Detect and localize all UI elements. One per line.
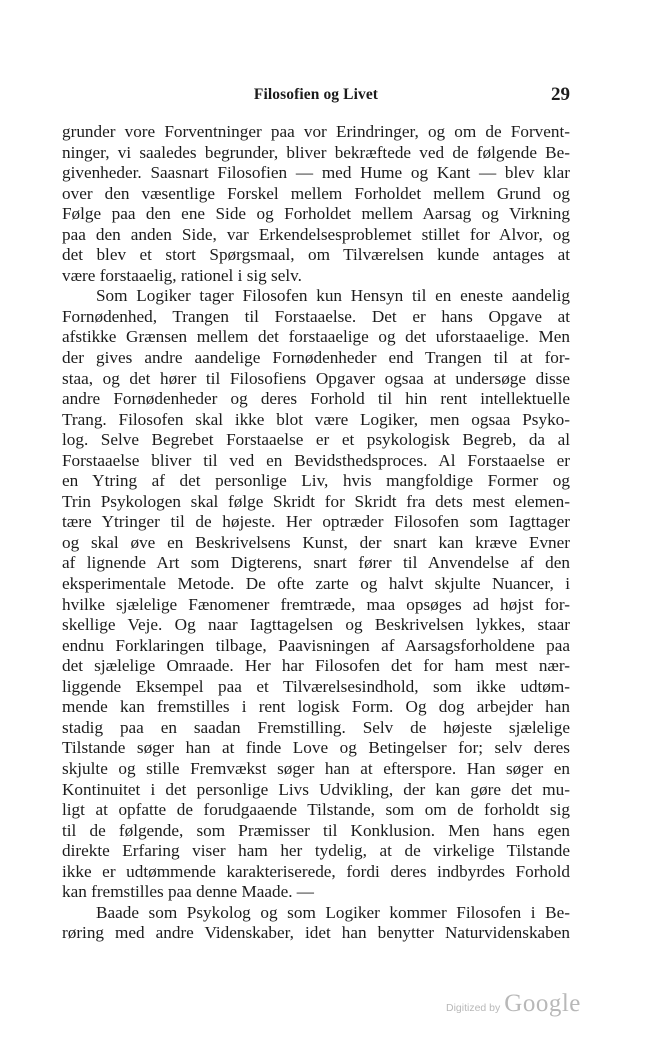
text-line: ninger, vi saaledes begrunder, bliver bekræftede ved de følgende Be-	[62, 142, 570, 162]
text-line: liggende Eksempel paa et Tilværelsesindhold, som ikke udtøm-	[62, 676, 570, 696]
text-line: af lignende Art som Digterens, snart fører til Anvendelse af den	[62, 553, 570, 573]
text-line: mende kan fremstilles i rent logisk Form. Og dog arbejder han	[62, 697, 570, 717]
text-line: paa den anden Side, var Erkendelsesproblemet stillet for Alvor, og	[62, 224, 570, 244]
text-line: og skal øve en Beskrivelsens Kunst, der snart kan kræve Evner	[62, 532, 570, 552]
text-line: til de følgende, som Præmisser til Konklusion. Men hans egen	[62, 820, 570, 840]
text-line: grunder vore Forventninger paa vor Erindringer, og om de Forvent-	[62, 122, 570, 141]
text-line: skellige Veje. Og naar Iagttagelsen og Beskrivelsen lykkes, staar	[62, 615, 570, 635]
text-line: det blev et stort Spørgsmaal, om Tilværelsen kunde antages at	[62, 245, 570, 265]
text-line: røring med andre Videnskaber, idet han benytter Naturvidenskaben	[62, 923, 570, 943]
text-line: ikke er udtømmende karakteriserede, fordi deres indbyrdes Forhold	[62, 861, 570, 881]
text-line: Tilstande søger han at finde Love og Betingelser for; selv deres	[62, 738, 570, 758]
text-line: Baade som Psykolog og som Logiker kommer Filosofen i Be-	[96, 902, 570, 922]
text-line: kan fremstilles paa denne Maade. —	[62, 882, 314, 902]
text-line: ligt at opfatte de forudgaaende Tilstande, som om de forholdt sig	[62, 800, 570, 820]
text-line: over den væsentlige Forskel mellem Forholdet mellem Grund og	[62, 183, 570, 203]
page-header	[62, 86, 570, 112]
text-line: skjulte og stille Fremvækst søger han at efterspore. Han søger en	[62, 758, 570, 778]
text-line: afstikke Grænsen mellem det forstaaelige og det uforstaaelige. Men	[62, 327, 570, 347]
text-line: andre Fornødenheder og deres Forhold til hin rent intellektuelle	[62, 389, 570, 409]
text-line: givenheder. Saasnart Filosofien — med Hume og Kant — blev klar	[62, 163, 570, 183]
running-title: Filosofien og Livet	[253, 86, 379, 103]
google-logo: Google	[504, 990, 581, 1017]
text-line: Fornødenhed, Trangen til Forstaaelse. Det er hans Opgave at	[62, 306, 570, 326]
text-line: eksperimentale Metode. De ofte zarte og halvt skjulte Nuancer, i	[62, 574, 570, 594]
text-line: endnu Forklaringen tilbage, Paavisningen af Aarsagsforholdene paa	[62, 635, 570, 655]
body-text	[62, 122, 570, 944]
text-line: Som Logiker tager Filosofen kun Hensyn til en eneste aandelig	[96, 286, 570, 306]
text-line: stadig paa en saadan Fremstilling. Selv de højeste sjælelige	[62, 717, 570, 737]
text-line: hvilke sjælelige Fænomener fremtræde, maa opsøges ad højst for-	[62, 594, 570, 614]
text-line: log. Selve Begrebet Forstaaelse er et psykologisk Begreb, da al	[62, 430, 570, 450]
text-line: Trin Psykologen skal følge Skridt for Skridt fra dets mest elemen-	[62, 491, 570, 511]
text-line: være forstaaelig, rationel i sig selv.	[62, 265, 302, 285]
text-line: Kontinuitet i det personlige Livs Udvikling, der kan gøre det mu-	[62, 779, 570, 799]
text-line: tære Ytringer til de højeste. Her optræder Filosofen som Iagttager	[62, 512, 570, 532]
text-line: det sjælelige Omraade. Her har Filosofen det for ham mest nær-	[62, 656, 570, 676]
text-line: der gives andre aandelige Fornødenheder end Trangen til at for-	[62, 348, 570, 368]
digitized-by-watermark	[446, 990, 581, 1018]
text-line: staa, og det hører til Filosofiens Opgaver ogsaa at undersøge disse	[62, 368, 570, 388]
text-line: en Ytring af det personlige Liv, hvis mangfoldige Former og	[62, 471, 570, 491]
digitized-by-label: Digitized by	[446, 1002, 501, 1014]
text-line: Forstaaelse bliver til ved en Bevidsthedsproces. Al Forstaaelse er	[62, 450, 570, 470]
text-line: direkte Erfaring viser ham her tydelig, at de virkelige Tilstande	[62, 841, 570, 861]
page-number: 29	[551, 84, 570, 105]
text-line: Følge paa den ene Side og Forholdet mellem Aarsag og Virkning	[62, 204, 570, 224]
text-line: Trang. Filosofen skal ikke blot være Logiker, men ogsaa Psyko-	[62, 409, 570, 429]
